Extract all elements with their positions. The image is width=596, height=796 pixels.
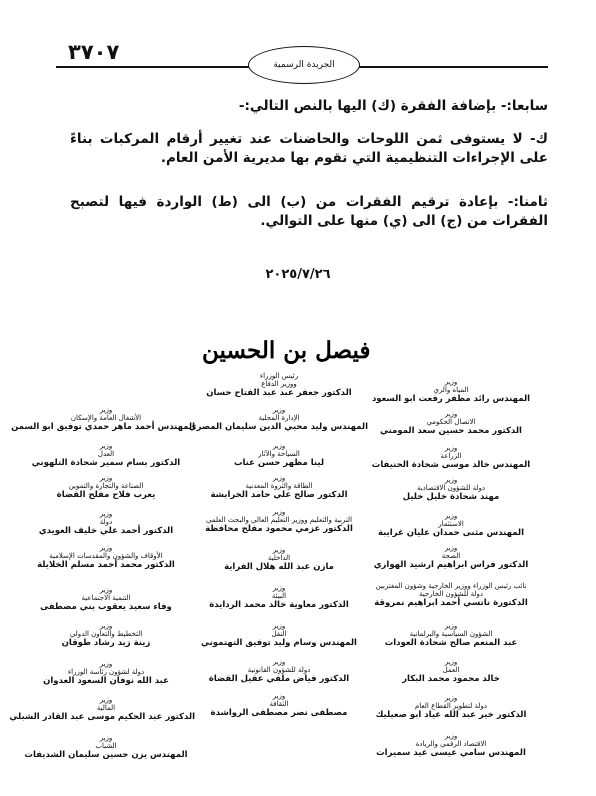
- minister-title: الاقتصاد الرقمي والريادة: [415, 740, 487, 748]
- minister-signature-block: [362, 378, 540, 405]
- minister-signature-block: [362, 512, 540, 539]
- minister-title: وزير: [99, 734, 113, 742]
- minister-title: العدل: [97, 450, 115, 458]
- minister-title: التخطيط والتعاون الدولي: [69, 630, 143, 638]
- minister-signature-block: [17, 734, 195, 761]
- minister-title: وزير: [444, 732, 458, 740]
- minister-title: ووزير الدفاع: [261, 380, 297, 388]
- minister-name: المهندس سامي عيسى عيد سميرات: [376, 748, 526, 758]
- minister-name: المهندس خالد موسى شحادة الحنيفات: [371, 460, 531, 470]
- minister-signature-block: [362, 544, 540, 571]
- minister-signature-block: [362, 694, 540, 721]
- minister-title: وزير: [99, 442, 113, 450]
- minister-name: الدكتور فياض ملفي عقيل القضاة: [208, 674, 350, 684]
- minister-name: الدكتور محمد أحمد مسلم الخلايلة: [37, 560, 175, 570]
- gazette-title-oval: [248, 46, 360, 84]
- decree-date: ٢٠٢٥/٧/٢٦: [265, 267, 331, 282]
- minister-title: الاتصال الحكومي: [426, 418, 476, 426]
- minister-signature-block: [362, 410, 540, 437]
- minister-signature-block: [190, 546, 368, 573]
- minister-name: الدكتور فراس ابراهيم ارشيد الهواري: [373, 560, 529, 570]
- minister-title: النقل: [271, 630, 287, 638]
- minister-title: البيئة: [271, 592, 287, 600]
- minister-signature-block: [362, 658, 540, 685]
- minister-title: الإدارة المحلية: [258, 414, 300, 422]
- minister-signature-block: [9, 696, 195, 723]
- minister-title: المياه والري: [433, 386, 469, 394]
- minister-title: وزير: [272, 622, 286, 630]
- minister-title: وزير: [99, 474, 113, 482]
- minister-signature-block: [362, 476, 540, 503]
- minister-name: الدكتورة ناتسي أحمد ابراهيم نمروقة: [374, 598, 528, 608]
- minister-title: دولة لشؤون رئاسة الوزراء: [67, 668, 145, 676]
- minister-title: وزير: [99, 622, 113, 630]
- minister-title: الشؤون السياسية والبرلمانية: [409, 630, 493, 638]
- minister-title: وزير: [99, 510, 113, 518]
- minister-title: دولة للشؤون الاقتصادية: [416, 484, 486, 492]
- minister-title: الصناعة والتجارة والتموين: [68, 482, 144, 490]
- minister-title: دولة للشؤون الخارجية: [419, 590, 483, 598]
- minister-name: الدكتور بسام سمير شحادة التلهوني: [31, 458, 181, 468]
- minister-signature-block: [190, 406, 368, 433]
- minister-title: دولة لتطوير القطاع العام: [414, 702, 488, 710]
- minister-name: خالد محمود محمد البكار: [402, 674, 500, 684]
- minister-signature-block: [17, 544, 195, 571]
- minister-title: وزير: [99, 586, 113, 594]
- minister-title: الشباب: [95, 742, 117, 750]
- minister-title: الداخلية: [267, 554, 291, 562]
- minister-signature-block: [362, 582, 540, 609]
- minister-signature-block: [190, 442, 368, 469]
- minister-title: وزير: [444, 476, 458, 484]
- minister-title: الثقافة: [269, 700, 289, 708]
- minister-name: عبد المنعم صالح شحادة العودات: [384, 638, 518, 648]
- minister-name: المهندس أحمد ماهر حمدي توفيق ابو السمن: [11, 422, 195, 432]
- minister-title: التنمية الاجتماعية: [81, 594, 131, 602]
- royal-signature-text: فيصل بن الحسين: [202, 337, 371, 364]
- minister-name: لينا مظهر حسن عناب: [233, 458, 325, 468]
- minister-name: المهندس وليد محيي الدين سليمان المصري: [188, 422, 368, 432]
- minister-title: رئيس الوزراء: [259, 372, 299, 380]
- minister-title: وزير: [272, 442, 286, 450]
- minister-title: وزير: [99, 406, 113, 414]
- minister-title: الاستثمار: [438, 520, 464, 528]
- minister-title: وزير: [444, 512, 458, 520]
- minister-name: المهندس رائد مظفر رفعت ابو السعود: [371, 394, 531, 404]
- minister-title: وزير: [99, 660, 113, 668]
- minister-title: الزراعة: [440, 452, 462, 460]
- minister-title: الأوقاف والشؤون والمقدسات الإسلامية: [49, 552, 163, 560]
- minister-title: وزير: [99, 696, 113, 704]
- minister-title: وزير: [272, 406, 286, 414]
- minister-signature-block: [17, 660, 195, 687]
- minister-signature-block: [17, 586, 195, 613]
- minister-title: التربية والتعليم ووزير التعليم العالي والبحث العلمي: [205, 516, 353, 524]
- minister-title: وزير: [444, 544, 458, 552]
- minister-signature-block: [17, 510, 195, 537]
- minister-title: وزير: [444, 444, 458, 452]
- ministers-signatures: [9, 362, 540, 762]
- minister-signature-block: [11, 406, 195, 433]
- minister-title: المالية: [96, 704, 116, 712]
- minister-name: مصطفى نصر مصطفى الرواشدة: [210, 708, 348, 718]
- minister-name: زينة زيد رشاد طوقان: [61, 638, 151, 648]
- minister-name: الدكتور معاوية خالد محمد الردايدة: [209, 600, 349, 610]
- minister-signature-block: [17, 474, 195, 501]
- minister-name: عبد الله نوفان السعود العدوان: [43, 676, 169, 686]
- minister-title: وزير: [272, 474, 286, 482]
- minister-name: الدكتور عبد الحكيم موسى عبد القادر الشبلي: [9, 712, 195, 722]
- minister-signature-block: [190, 658, 368, 685]
- minister-title: وزير: [99, 544, 113, 552]
- minister-title: وزير: [272, 546, 286, 554]
- minister-title: الأشغال العامة والإسكان: [70, 414, 142, 422]
- minister-name: الدكتور جعفر عبد عبد الفتاح حسان: [206, 388, 352, 398]
- minister-title: الطاقة والثروة المعدنية: [245, 482, 313, 490]
- minister-name: المهندس يزن حسين سليمان الشديفات: [24, 750, 188, 760]
- minister-title: دولة: [99, 518, 113, 526]
- minister-name: وفاء سعيد يعقوب بني مصطفى: [40, 602, 172, 612]
- minister-title: وزير: [272, 584, 286, 592]
- minister-signature-block: [190, 372, 368, 399]
- minister-name: المهندس وسام وليد توفيق التهتموني: [201, 638, 357, 648]
- paragraph-eighth: [70, 193, 548, 231]
- minister-signature-block: [190, 692, 368, 719]
- minister-title: نائب رئيس الوزراء ووزير الخارجية وشؤون المغتربين: [375, 582, 527, 590]
- paragraph-k: [70, 130, 548, 168]
- minister-signature-block: [362, 444, 540, 471]
- minister-name: الدكتور أحمد علي خليف العويدي: [38, 526, 174, 536]
- paragraph-seventh: [68, 97, 548, 116]
- minister-title: وزير: [272, 508, 286, 516]
- minister-title: العمل: [442, 666, 460, 674]
- minister-name: مهند شحادة خليل خليل: [402, 492, 500, 502]
- minister-title: وزير: [272, 692, 286, 700]
- minister-title: وزير: [444, 378, 458, 386]
- minister-name: يعرب فلاح مفلح القضاة: [56, 490, 156, 500]
- minister-signature-block: [17, 442, 195, 469]
- minister-name: الدكتور محمد حسين سعد المومني: [380, 426, 522, 436]
- minister-title: وزير: [444, 410, 458, 418]
- minister-title: وزير: [444, 622, 458, 630]
- minister-signature-block: [190, 622, 368, 649]
- gazette-title: الجريدة الرسمية: [273, 60, 335, 70]
- minister-name: الدكتور عزمي محمود مفلح محافظة: [205, 524, 353, 534]
- minister-name: الدكتور صالح علي حامد الخرابشة: [210, 490, 348, 500]
- paragraph-eighth-text: ثامنا:- بإعادة ترقيم الفقرات من (ب) الى (ط) الواردة فيها لتصبح الفقرات من (ج) الى (ي) منها على التوالي.: [70, 194, 548, 229]
- minister-signature-block: [362, 732, 540, 759]
- minister-signature-block: [190, 474, 368, 501]
- minister-signature-block: [190, 508, 368, 535]
- minister-name: الدكتور خير عبد الله عياد ابو صعيليك: [375, 710, 527, 720]
- minister-title: وزير: [444, 694, 458, 702]
- minister-signature-block: [17, 622, 195, 649]
- minister-name: مازن عبد الله هلال الفراية: [224, 562, 334, 572]
- paragraph-seventh-text: سابعا:- بإضافة الفقرة (ك) اليها بالنص التالي:-: [238, 98, 548, 114]
- minister-title: وزير: [272, 658, 286, 666]
- minister-title: السياحة والآثار: [258, 450, 300, 458]
- minister-title: وزير: [444, 658, 458, 666]
- minister-signature-block: [362, 622, 540, 649]
- page-number: ٣٧٠٧: [68, 40, 120, 64]
- paragraph-k-text: ك- لا يستوفى ثمن اللوحات والحاضنات عند تغيير أرقام المركبات بناءً على الإجراءات التنظيمية التي تقوم بها مديرية الأمن العام.: [70, 131, 548, 166]
- minister-name: المهندس مثنى حمدان عليان غرايبة: [377, 528, 525, 538]
- minister-signature-block: [190, 584, 368, 611]
- minister-title: دولة للشؤون القانونية: [247, 666, 311, 674]
- minister-title: الصحة: [441, 552, 461, 560]
